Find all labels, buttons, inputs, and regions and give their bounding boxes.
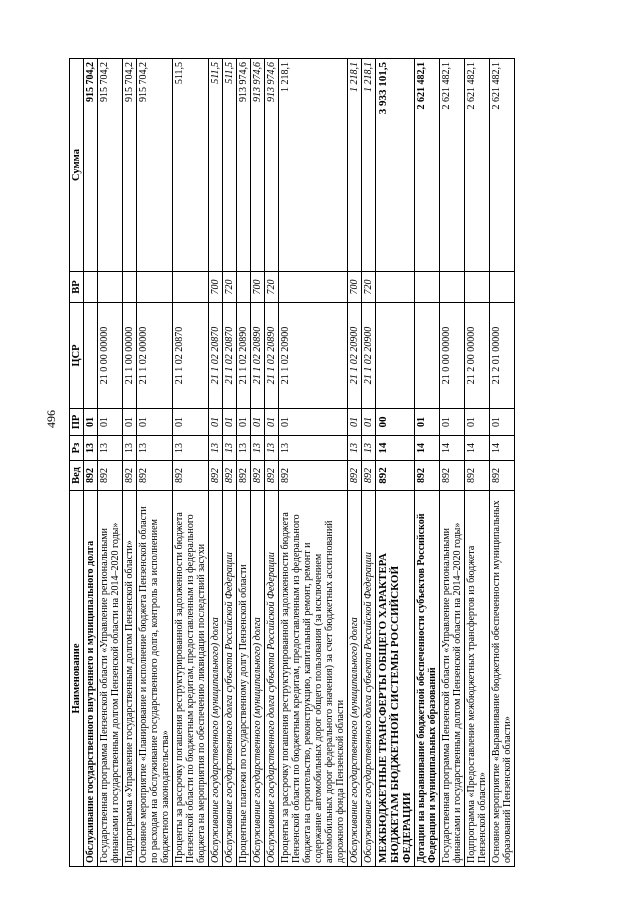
cell-sum: 511,5	[209, 59, 223, 272]
cell-sum: 915 704,2	[84, 59, 98, 272]
cell-name: Обслуживание государственного (муниципального) долга	[348, 491, 362, 867]
cell-vr: 700	[251, 272, 265, 303]
cell-ved: 892	[98, 461, 123, 491]
cell-csr	[84, 303, 98, 409]
cell-pr: 01	[209, 409, 223, 436]
cell-name: Процентные платежи по государственному долгу Пензенской области	[237, 491, 251, 867]
cell-csr: 21 1 00 00000	[123, 303, 137, 409]
cell-pr: 01	[137, 409, 173, 436]
cell-name: Подпрограмма «Предоставление межбюджетных трансфертов из бюджета Пензенской области»	[465, 491, 490, 867]
table-row	[173, 59, 209, 867]
cell-csr: 21 1 02 20890	[251, 303, 265, 409]
cell-sum: 913 974,6	[265, 59, 279, 272]
cell-csr: 21 0 00 00000	[98, 303, 123, 409]
cell-rz: 14	[465, 436, 490, 461]
header-vr: ВР	[70, 272, 84, 303]
table-row	[251, 59, 265, 867]
cell-ved: 892	[376, 461, 415, 491]
table-row	[223, 59, 237, 867]
cell-ved: 892	[123, 461, 137, 491]
table-body	[84, 59, 515, 867]
cell-csr: 21 0 00 00000	[440, 303, 465, 409]
rotated-page-content	[69, 59, 585, 867]
cell-pr: 01	[173, 409, 209, 436]
cell-vr	[98, 272, 123, 303]
budget-table	[69, 58, 515, 867]
cell-pr: 01	[415, 409, 440, 436]
cell-vr	[490, 272, 515, 303]
cell-ved: 892	[279, 461, 348, 491]
cell-vr	[84, 272, 98, 303]
cell-pr: 01	[84, 409, 98, 436]
table-row	[465, 59, 490, 867]
cell-name: Государственная программа Пензенской области «Управление региональными финансами и государственным долгом Пензенской области на 2014–2020 годы»	[440, 491, 465, 867]
cell-ved: 892	[237, 461, 251, 491]
cell-vr	[237, 272, 251, 303]
cell-rz: 13	[98, 436, 123, 461]
header-ved: Вед	[70, 461, 84, 491]
header-pr: ПР	[70, 409, 84, 436]
header-name: Наименование	[70, 491, 84, 867]
cell-name: Подпрограмма «Управление государственным долгом Пензенской области»	[123, 491, 137, 867]
table-row	[265, 59, 279, 867]
cell-vr	[415, 272, 440, 303]
page-number: 496	[44, 410, 58, 428]
cell-vr: 700	[348, 272, 362, 303]
cell-vr: 720	[223, 272, 237, 303]
cell-rz: 13	[123, 436, 137, 461]
header-rz: Рз	[70, 436, 84, 461]
cell-pr: 01	[362, 409, 376, 436]
table-row	[440, 59, 465, 867]
cell-sum: 913 974,6	[237, 59, 251, 272]
cell-rz: 14	[376, 436, 415, 461]
cell-rz: 13	[137, 436, 173, 461]
cell-vr: 700	[209, 272, 223, 303]
cell-name: Обслуживание государственного долга субъекта Российской Федерации	[223, 491, 237, 867]
cell-sum: 511,5	[173, 59, 209, 272]
cell-ved: 892	[465, 461, 490, 491]
cell-ved: 892	[223, 461, 237, 491]
cell-pr: 01	[279, 409, 348, 436]
table-row	[237, 59, 251, 867]
cell-name: Проценты за рассрочку погашения реструктурированной задолженности бюджета Пензенской области по бюджетным кредитам, предоставленным из федерального бюджета на строительство, реконструкцию, капитальный ремонт, ремонт и содержание автомобильных дорог общего пользования (за исключением автомобильных дорог федерального значения) за счет бюджетных ассигнований дорожного фонда Пензенской области	[279, 491, 348, 867]
cell-vr	[173, 272, 209, 303]
cell-ved: 892	[440, 461, 465, 491]
table-header-row	[70, 59, 84, 867]
cell-sum: 3 933 101,5	[376, 59, 415, 272]
cell-name: Обслуживание государственного (муниципального) долга	[251, 491, 265, 867]
cell-csr: 21 1 02 20900	[362, 303, 376, 409]
table-row	[362, 59, 376, 867]
cell-pr: 01	[123, 409, 137, 436]
table-row	[98, 59, 123, 867]
cell-rz: 13	[84, 436, 98, 461]
cell-name: Обслуживание государственного (муниципального) долга	[209, 491, 223, 867]
cell-csr: 21 1 02 20890	[237, 303, 251, 409]
header-sum: Сумма	[70, 59, 84, 272]
cell-pr: 00	[376, 409, 415, 436]
cell-name: Основное мероприятие «Планирование и исполнение бюджета Пензенской области по расходам на обслуживание государственного долга, контроль за исполнением бюджетного законодательства»	[137, 491, 173, 867]
cell-pr: 01	[490, 409, 515, 436]
table-row	[123, 59, 137, 867]
cell-pr: 01	[237, 409, 251, 436]
cell-csr: 21 1 02 20900	[279, 303, 348, 409]
cell-csr: 21 1 02 20870	[173, 303, 209, 409]
cell-sum: 915 704,2	[137, 59, 173, 272]
cell-vr	[279, 272, 348, 303]
cell-vr	[465, 272, 490, 303]
cell-vr	[376, 272, 415, 303]
cell-sum: 915 704,2	[123, 59, 137, 272]
cell-pr: 01	[440, 409, 465, 436]
cell-ved: 892	[362, 461, 376, 491]
table-row	[84, 59, 98, 867]
cell-ved: 892	[348, 461, 362, 491]
cell-name: Дотации на выравнивание бюджетной обеспеченности субъектов Российской Федерации и муниципальных образований	[415, 491, 440, 867]
table-row	[137, 59, 173, 867]
cell-rz: 13	[209, 436, 223, 461]
cell-sum: 915 704,2	[98, 59, 123, 272]
cell-vr	[137, 272, 173, 303]
cell-name: Государственная программа Пензенской области «Управление региональными финансами и государственным долгом Пензенской области на 2014–2020 годы»	[98, 491, 123, 867]
cell-csr: 21 1 02 20870	[223, 303, 237, 409]
cell-csr: 21 2 01 00000	[490, 303, 515, 409]
cell-vr: 720	[265, 272, 279, 303]
table-row	[490, 59, 515, 867]
cell-ved: 892	[490, 461, 515, 491]
cell-sum: 511,5	[223, 59, 237, 272]
cell-rz: 13	[348, 436, 362, 461]
cell-csr: 21 1 02 00000	[137, 303, 173, 409]
cell-pr: 01	[223, 409, 237, 436]
cell-rz: 14	[440, 436, 465, 461]
cell-sum: 1 218,1	[362, 59, 376, 272]
cell-csr	[376, 303, 415, 409]
cell-pr: 01	[465, 409, 490, 436]
cell-ved: 892	[209, 461, 223, 491]
cell-csr: 21 2 00 00000	[465, 303, 490, 409]
header-csr: ЦСР	[70, 303, 84, 409]
cell-ved: 892	[137, 461, 173, 491]
cell-vr	[440, 272, 465, 303]
cell-ved: 892	[173, 461, 209, 491]
cell-rz: 13	[265, 436, 279, 461]
cell-csr: 21 1 02 20870	[209, 303, 223, 409]
cell-name: Обслуживание государственного долга субъекта Российской Федерации	[265, 491, 279, 867]
cell-rz: 13	[237, 436, 251, 461]
cell-rz: 13	[251, 436, 265, 461]
cell-sum: 913 974,6	[251, 59, 265, 272]
cell-ved: 892	[84, 461, 98, 491]
cell-vr: 720	[362, 272, 376, 303]
cell-rz: 14	[415, 436, 440, 461]
cell-pr: 01	[348, 409, 362, 436]
cell-rz: 13	[362, 436, 376, 461]
cell-ved: 892	[415, 461, 440, 491]
cell-csr: 21 1 02 20900	[348, 303, 362, 409]
cell-name: Обслуживание государственного долга субъекта Российской Федерации	[362, 491, 376, 867]
cell-pr: 01	[265, 409, 279, 436]
cell-sum: 2 621 482,1	[490, 59, 515, 272]
cell-ved: 892	[265, 461, 279, 491]
cell-csr	[415, 303, 440, 409]
cell-rz: 14	[490, 436, 515, 461]
table-row	[348, 59, 362, 867]
cell-pr: 01	[98, 409, 123, 436]
table-row	[376, 59, 415, 867]
cell-rz: 13	[279, 436, 348, 461]
cell-rz: 13	[173, 436, 209, 461]
cell-sum: 1 218,1	[348, 59, 362, 272]
cell-pr: 01	[251, 409, 265, 436]
cell-sum: 2 621 482,1	[440, 59, 465, 272]
cell-sum: 2 621 482,1	[465, 59, 490, 272]
cell-vr	[123, 272, 137, 303]
cell-sum: 1 218,1	[279, 59, 348, 272]
cell-sum: 2 621 482,1	[415, 59, 440, 272]
cell-name: Обслуживание государственного внутреннего и муниципального долга	[84, 491, 98, 867]
table-row	[209, 59, 223, 867]
table-row	[279, 59, 348, 867]
cell-csr: 21 1 02 20890	[265, 303, 279, 409]
cell-rz: 13	[223, 436, 237, 461]
cell-name: МЕЖБЮДЖЕТНЫЕ ТРАНСФЕРТЫ ОБЩЕГО ХАРАКТЕРА БЮДЖЕТАМ БЮДЖЕТНОЙ СИСТЕМЫ РОССИЙСКОЙ ФЕДЕРАЦИИ	[376, 491, 415, 867]
cell-name: Проценты за рассрочку погашения реструктурированной задолженности бюджета Пензенской области по бюджетным кредитам, предоставленным из федерального бюджета на мероприятия по обеспечению ликвидации последствий засухи	[173, 491, 209, 867]
table-row	[415, 59, 440, 867]
cell-name: Основное мероприятие «Выравнивание бюджетной обеспеченности муниципальных образований Пензенской области»	[490, 491, 515, 867]
cell-ved: 892	[251, 461, 265, 491]
